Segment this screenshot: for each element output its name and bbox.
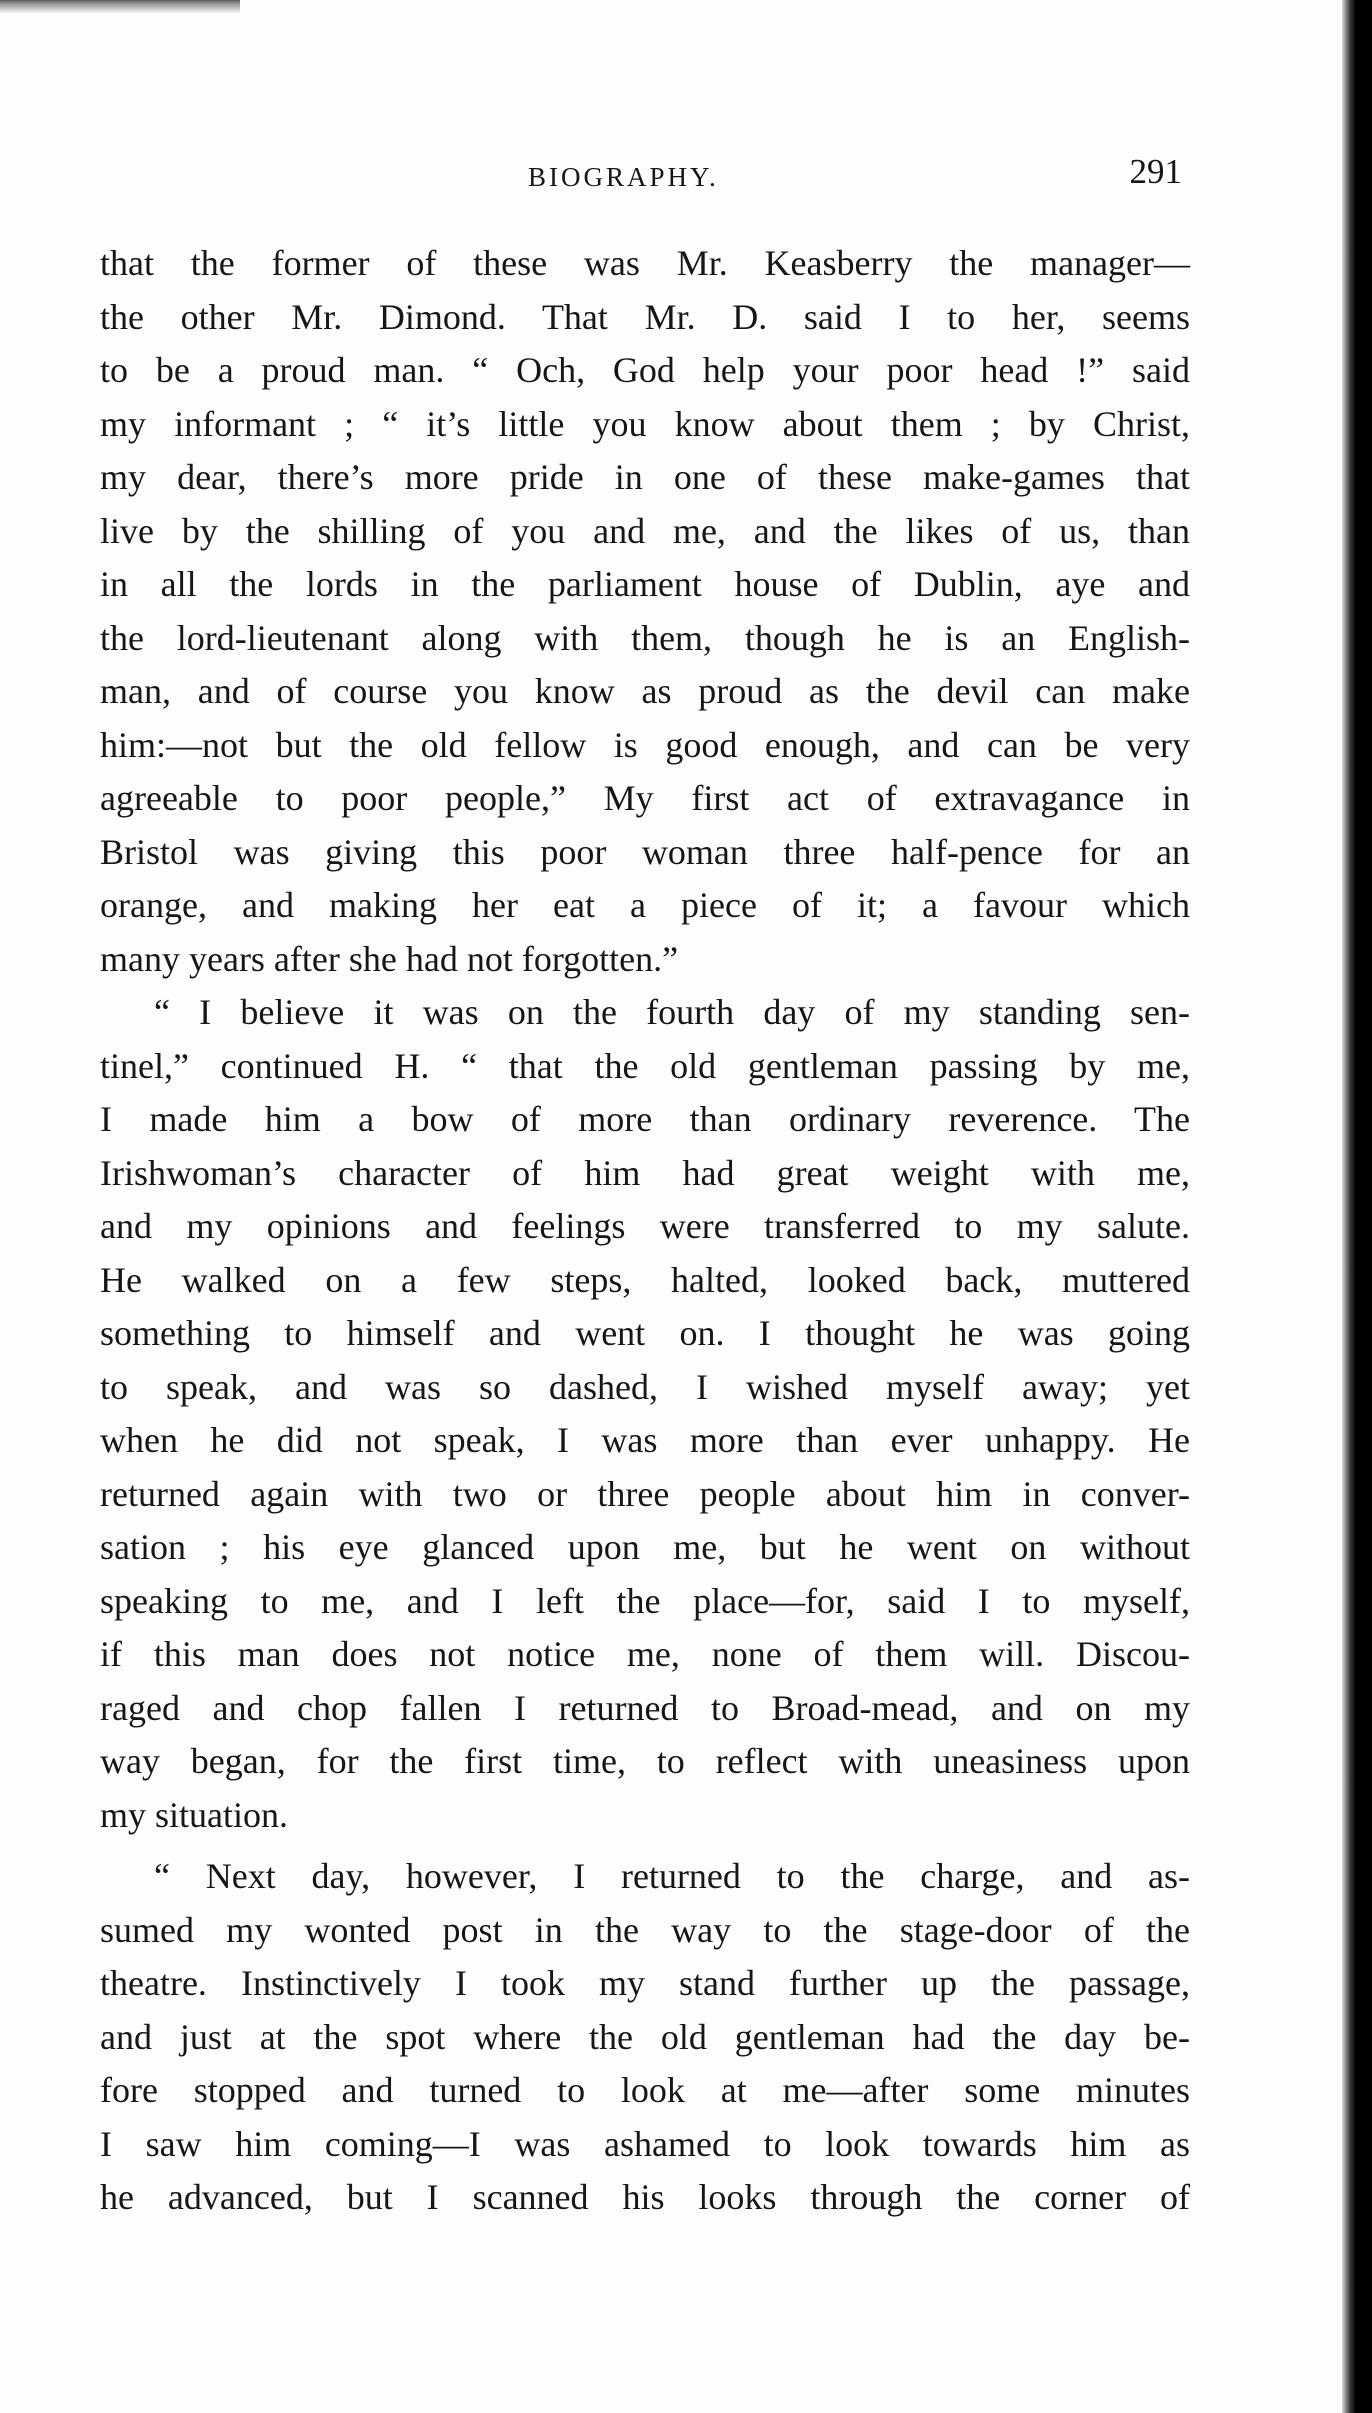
text-line: raged and chop fallen I returned to Broad-mead, and on my — [100, 1687, 1190, 1728]
body-text — [100, 237, 1190, 2225]
text-line: He walked on a few steps, halted, looked back, muttered — [100, 1259, 1190, 1300]
paragraph — [100, 1850, 1190, 2225]
text-line: my dear, there’s more pride in one of these make-games that — [100, 457, 1190, 497]
text-line: to be a proud man. “ Och, God help your poor head !” said — [100, 350, 1190, 390]
text-line: when he did not speak, I was more than ever unhappy. He — [100, 1420, 1190, 1460]
text-line: I made him a bow of more than ordinary reverence. The — [100, 1099, 1190, 1139]
text-line: live by the shilling of you and me, and the likes of us, than — [100, 510, 1190, 551]
text-line: sumed my wonted post in the way to the stage-door of the — [100, 1909, 1190, 1950]
text-line: in all the lords in the parliament house of Dublin, aye and — [100, 564, 1190, 604]
text-line: theatre. Instinctively I took my stand further up the passage, — [100, 1963, 1190, 2003]
text-line: man, and of course you know as proud as the devil can make — [100, 671, 1190, 711]
text-line: orange, and making her eat a piece of it; a favour which — [100, 885, 1190, 925]
text-line: fore stopped and turned to look at me—after some minutes — [100, 2070, 1190, 2110]
text-line: speaking to me, and I left the place—for, said I to myself, — [100, 1580, 1190, 1621]
scan-edge — [1342, 0, 1372, 2413]
scan-mark — [0, 0, 240, 14]
text-line: way began, for the first time, to reflect with uneasiness upon — [100, 1741, 1190, 1781]
page-number: 291 — [1129, 152, 1182, 191]
text-line: and just at the spot where the old gentleman had the day be- — [100, 2016, 1190, 2057]
text-line: Irishwoman’s character of him had great weight with me, — [100, 1152, 1190, 1193]
text-line: returned again with two or three people about him in conver- — [100, 1473, 1190, 1514]
text-line: tinel,” continued H. “ that the old gentleman passing by me, — [100, 1045, 1190, 1086]
paragraph — [100, 237, 1190, 986]
text-line: “ Next day, however, I returned to the charge, and as- — [154, 1856, 1190, 1896]
text-line: my situation. — [100, 1794, 288, 1835]
text-line: to speak, and was so dashed, I wished myself away; yet — [100, 1366, 1190, 1407]
text-line: something to himself and went on. I thought he was going — [100, 1313, 1190, 1353]
paragraph-spacing — [100, 1842, 1190, 1850]
text-line: him:—not but the old fellow is good enough, and can be very — [100, 724, 1190, 765]
text-line: the other Mr. Dimond. That Mr. D. said I to her, seems — [100, 296, 1190, 337]
text-line: he advanced, but I scanned his looks through the corner of — [100, 2177, 1190, 2217]
text-line: “ I believe it was on the fourth day of my standing sen- — [154, 992, 1190, 1032]
running-head — [102, 152, 1182, 208]
paragraph — [100, 986, 1190, 1842]
text-line: that the former of these was Mr. Keasberry the manager— — [100, 243, 1190, 283]
text-line: the lord-lieutenant along with them, though he is an English- — [100, 617, 1190, 658]
text-line: sation ; his eye glanced upon me, but he went on without — [100, 1527, 1190, 1567]
text-line: my informant ; “ it’s little you know about them ; by Christ, — [100, 403, 1190, 444]
text-line: Bristol was giving this poor woman three half-pence for an — [100, 831, 1190, 872]
text-line: agreeable to poor people,” My first act of extravagance in — [100, 778, 1190, 818]
text-line: and my opinions and feelings were transferred to my salute. — [100, 1206, 1190, 1246]
text-line: if this man does not notice me, none of them will. Discou- — [100, 1634, 1190, 1674]
running-title: BIOGRAPHY. — [528, 162, 719, 192]
text-line: many years after she had not forgotten.” — [100, 938, 679, 979]
text-line: I saw him coming—I was ashamed to look towards him as — [100, 2123, 1190, 2164]
